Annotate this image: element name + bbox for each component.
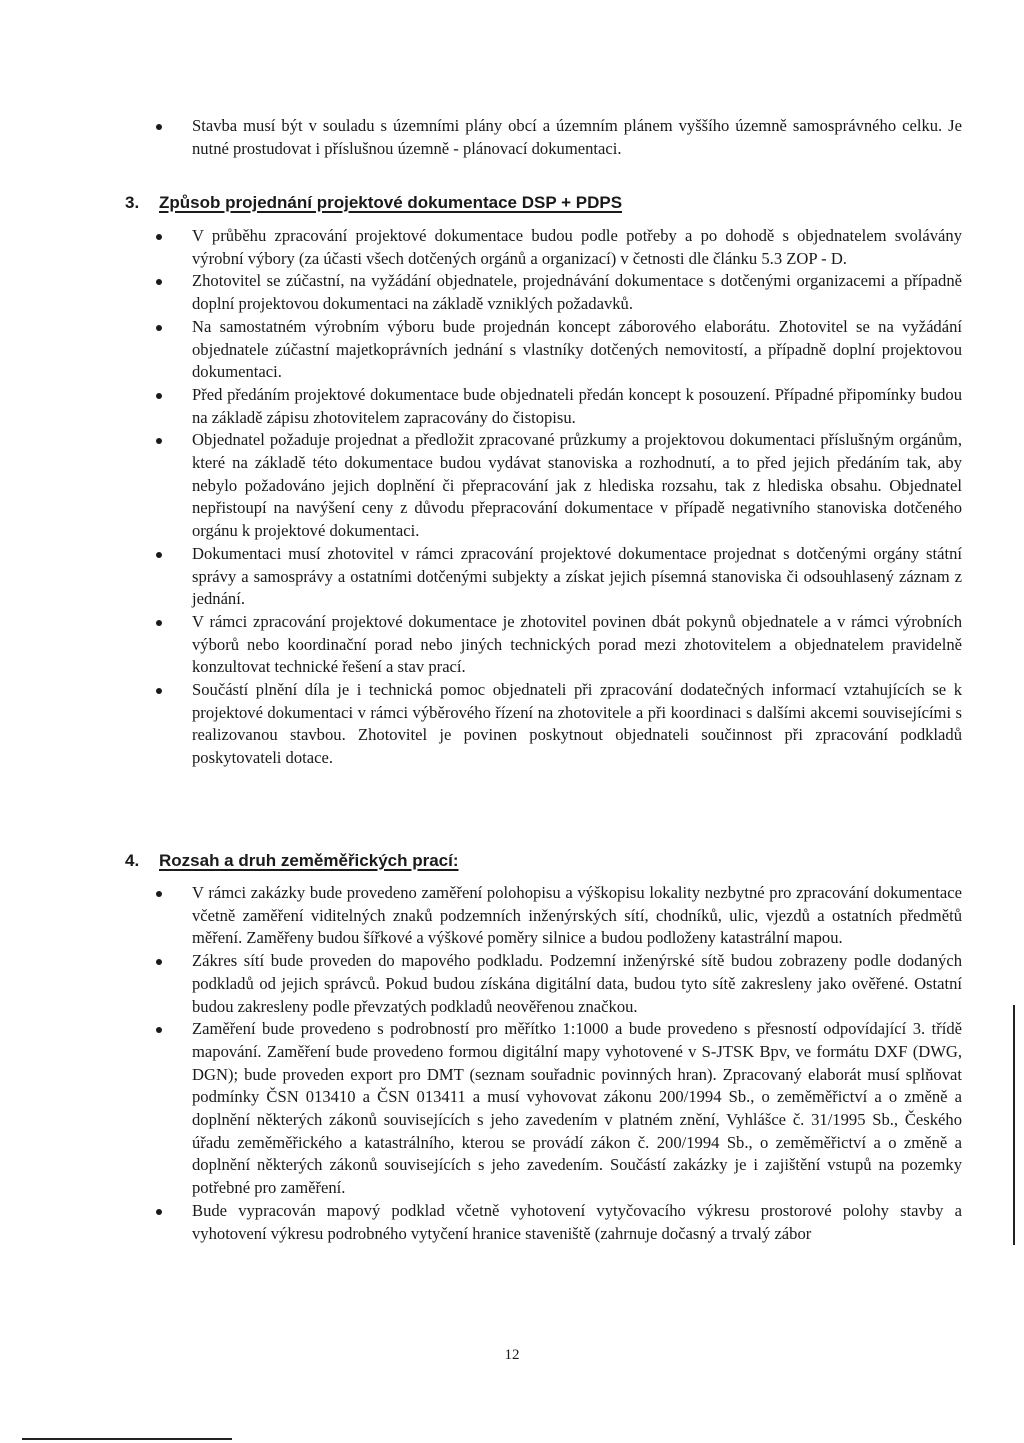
section-3-bullet-list (150, 225, 962, 770)
list-item: Součástí plnění díla je i technická pomoc objednateli při zpracování dodatečných informací vztahujících se k projektové dokumentaci v rámci výběrového řízení na zhotovitele a při koordinaci s dalšími akcemi souvisejícími s realizovanou stavbou. Zhotovitel je povinen poskytnout objednateli součinnost při zpracování podkladů poskytovateli dotace. (150, 679, 962, 770)
page-number: 12 (504, 1347, 520, 1363)
section-3-heading (125, 192, 622, 214)
section-4-bullet-list (150, 882, 962, 1245)
list-item: Bude vypracován mapový podklad včetně vyhotovení vytyčovacího výkresu prostorové polohy stavby a vyhotovení výkresu podrobného vytyčení hranice staveniště (zahrnuje dočasný a trvalý zábor (150, 1200, 962, 1245)
list-item: V rámci zakázky bude provedeno zaměření polohopisu a výškopisu lokality nezbytné pro zpracování dokumentace včetně zaměření viditelných znaků podzemních inženýrských sítí, chodníků, ulic, vjezdů a ostatních předmětů měření. Zaměřeny budou šířkové a výškové poměry silnice a budou podloženy katastrální mapou. (150, 882, 962, 950)
list-item: Zaměření bude provedeno s podrobností pro měřítko 1:1000 a bude provedeno s přesností odpovídající 3. třídě mapování. Zaměření bude provedeno formou digitální mapy vyhotovené v S-JTSK Bpv, ve formátu DXF (DWG, DGN); bude proveden export pro DMT (seznam souřadnic povinných hran). Zpracovaný elaborát musí splňovat podmínky ČSN 013410 a ČSN 013411 a musí vyhovovat zákonu 200/1994 Sb., o zeměměřictví a o změně a doplnění některých zákonů souvisejících s jeho zavedením v platném znění, Vyhlášce č. 31/1995 Sb., Českého úřadu zeměměřického a katastrálního, kterou se provádí zákon č. 200/1994 Sb., o zeměměřictví a o změně a doplnění některých zákonů souvisejících s jeho zavedením. Součástí zakázky je i zajištění vstupů na pozemky potřebné pro zaměření. (150, 1018, 962, 1200)
section-number: 4. (125, 851, 140, 870)
scan-edge-line (22, 1438, 232, 1440)
list-item: V rámci zpracování projektové dokumentace je zhotovitel povinen dbát pokynů objednatele a v rámci výrobních výborů nebo koordinační porad nebo jiných technických porad mezi zhotovitelem a objednatelem pravidelně konzultovat technické řešení a stav prací. (150, 611, 962, 679)
list-item: V průběhu zpracování projektové dokumentace budou podle potřeby a po dohodě s objednatelem svolávány výrobní výbory (za účasti všech dotčených orgánů a organizací) v četnosti dle článku 5.3 ZOP - D. (150, 225, 962, 270)
section-title: Způsob projednání projektové dokumentace DSP + PDPS (159, 193, 623, 212)
list-item: Zhotovitel se zúčastní, na vyžádání objednatele, projednávání dokumentace s dotčenými organizacemi a případně doplní projektovou dokumentaci na základě vzniklých požadavků. (150, 270, 962, 315)
list-item: Objednatel požaduje projednat a předložit zpracované průzkumy a projektovou dokumentaci příslušným orgánům, které na základě této dokumentace budou vydávat stanoviska a rozhodnutí, a to před jejich předáním tak, aby nebylo požadováno jejich doplnění či přepracování jak z hlediska rozsahu, tak z hlediska obsahu. Objednatel nepřistoupí na navýšení ceny z důvodu přepracování dokumentace v případě negativního stanoviska dotčeného orgánu k projektové dokumentaci. (150, 429, 962, 543)
scan-edge-line (1013, 1005, 1015, 1245)
list-item: Na samostatném výrobním výboru bude projednán koncept záborového elaborátu. Zhotovitel se na vyžádání objednatele zúčastní majetkoprávních jednání s vlastníky dotčených nemovitostí, a případně doplní projektovou dokumentaci. (150, 316, 962, 384)
intro-bullet-list (150, 115, 962, 160)
list-item: Před předáním projektové dokumentace bude objednateli předán koncept k posouzení. Případné připomínky budou na základě zápisu zhotovitelem zapracovány do čistopisu. (150, 384, 962, 429)
section-number: 3. (125, 193, 140, 212)
list-item: Stavba musí být v souladu s územními plány obcí a územním plánem vyššího územně samosprávného celku. Je nutné prostudovat i příslušnou územně - plánovací dokumentaci. (150, 115, 962, 160)
list-item: Dokumentaci musí zhotovitel v rámci zpracování projektové dokumentace projednat s dotčenými orgány státní správy a samosprávy a ostatními dotčenými subjekty a získat jejich písemná stanoviska či odsouhlasený záznam z jednání. (150, 543, 962, 611)
section-4-heading (125, 850, 459, 872)
section-title: Rozsah a druh zeměměřických prací: (159, 851, 459, 870)
list-item: Zákres sítí bude proveden do mapového podkladu. Podzemní inženýrské sítě budou zobrazeny podle dodaných podkladů od jejich správců. Pokud budou získána digitální data, budou tyto sítě zakresleny jako ověřené. Ostatní budou zakresleny podle převzatých podkladů neověřenou značkou. (150, 950, 962, 1018)
